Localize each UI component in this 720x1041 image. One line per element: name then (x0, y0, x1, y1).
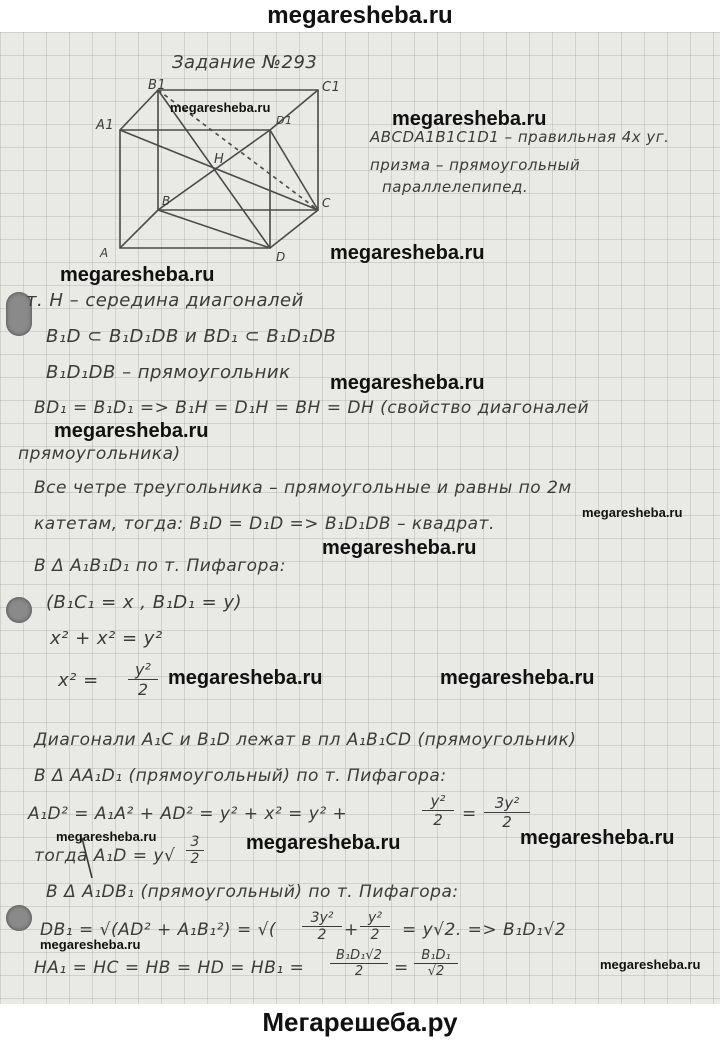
solution-line: т. H – середина диагоналей (26, 290, 304, 311)
given-line-2: призма – прямоугольный (370, 156, 581, 174)
solution-line: = y√2. => B₁D₁√2 (402, 920, 567, 940)
task-title: Задание №293 (172, 52, 318, 73)
label-c: C (322, 196, 331, 210)
fraction-b1d1-over-sqrt2: $\frac{\text{B₁D₁}}{√2}$ (414, 948, 458, 979)
label-c1: C1 (322, 80, 341, 95)
given-line-3: параллелепипед. (382, 178, 529, 196)
site-footer[interactable]: Мегарешеба.ру (262, 1007, 458, 1037)
watermark[interactable]: megaresheba.ru (330, 372, 485, 394)
solution-line: x² + x² = y² (50, 628, 163, 649)
watermark[interactable]: megaresheba.ru (520, 827, 675, 849)
fraction-y2-over-2: $\frac{\text{y²}}{2}$ (422, 792, 454, 829)
watermark[interactable]: megaresheba.ru (54, 420, 209, 442)
label-d1: D1 (276, 114, 293, 127)
watermark[interactable]: megaresheba.ru (322, 537, 477, 559)
solution-line: (B₁C₁ = x , B₁D₁ = y) (46, 592, 243, 613)
given-line-1: ABCDA1B1C1D1 – правильная 4х уг. (370, 128, 670, 146)
equals-sign: = (394, 958, 409, 978)
label-a: A (100, 246, 109, 260)
solution-line: катетам, тогда: B₁D = D₁D => B₁D₁DB – квадрат. (34, 514, 495, 534)
label-a1: A1 (96, 118, 115, 133)
solution-line: тогда A₁D = y√ (34, 846, 176, 866)
solution-line: x² = (58, 670, 99, 691)
solution-line: B₁D₁DB – прямоугольник (46, 362, 291, 383)
plus-sign: + (344, 920, 359, 940)
solution-line: Все четре треугольника – прямоугольные и равны по 2м (34, 478, 572, 498)
label-b: B (162, 194, 171, 208)
watermark[interactable]: megaresheba.ru (56, 829, 157, 844)
fraction-b1d1sqrt2-over-2: $\frac{\text{B₁D₁√2}}{2}$ (330, 948, 388, 979)
solution-line: В Δ A₁B₁D₁ по т. Пифагора: (34, 556, 287, 576)
watermark[interactable]: megaresheba.ru (600, 957, 701, 972)
solution-line: A₁D² = A₁A² + AD² = y² + x² = y² + (28, 804, 348, 824)
fraction-3-over-2: $\frac{3}{2}$ (186, 834, 204, 867)
site-header[interactable]: megaresheba.ru (267, 2, 453, 29)
solution-line: B₁D ⊂ B₁D₁DB и BD₁ ⊂ B₁D₁DB (46, 326, 337, 347)
equals-sign: = (462, 804, 477, 824)
solution-line: DB₁ = √(AD² + A₁B₁²) = √( (40, 920, 277, 940)
solution-line: HA₁ = HC = HB = HD = HB₁ = (34, 958, 305, 978)
solution-line: В Δ A₁DB₁ (прямоугольный) по т. Пифагора: (46, 882, 459, 902)
watermark[interactable]: megaresheba.ru (582, 505, 683, 520)
fraction-3y2-over-2: $\frac{\text{3y²}}{2}$ (484, 794, 530, 831)
solution-line: прямоугольника) (18, 444, 181, 464)
fraction-sqrt-inner-a: $\frac{\text{3y²}}{2}$ (302, 910, 342, 943)
watermark[interactable]: megaresheba.ru (168, 667, 323, 689)
watermark[interactable]: megaresheba.ru (440, 667, 595, 689)
solution-line: Диагонали A₁C и B₁D лежат в пл A₁B₁CD (прямоугольник) (34, 730, 577, 750)
label-h: H (214, 152, 225, 167)
watermark[interactable]: megaresheba.ru (170, 100, 271, 115)
solution-line: BD₁ = B₁D₁ => B₁H = D₁H = BH = DH (свойство диагоналей (34, 398, 590, 418)
solution-line: В Δ AA₁D₁ (прямоугольный) по т. Пифагора: (34, 766, 447, 786)
fraction-y2-over-2: $\frac{\text{y²}}{2}$ (128, 660, 158, 699)
watermark[interactable]: megaresheba.ru (60, 264, 215, 286)
fraction-sqrt-inner-b: $\frac{\text{y²}}{2}$ (360, 910, 390, 943)
label-b1: B1 (148, 78, 167, 93)
label-d: D (276, 250, 286, 264)
watermark[interactable]: megaresheba.ru (246, 832, 401, 854)
watermark[interactable]: megaresheba.ru (40, 937, 141, 952)
watermark[interactable]: megaresheba.ru (392, 108, 547, 130)
watermark[interactable]: megaresheba.ru (330, 242, 485, 264)
